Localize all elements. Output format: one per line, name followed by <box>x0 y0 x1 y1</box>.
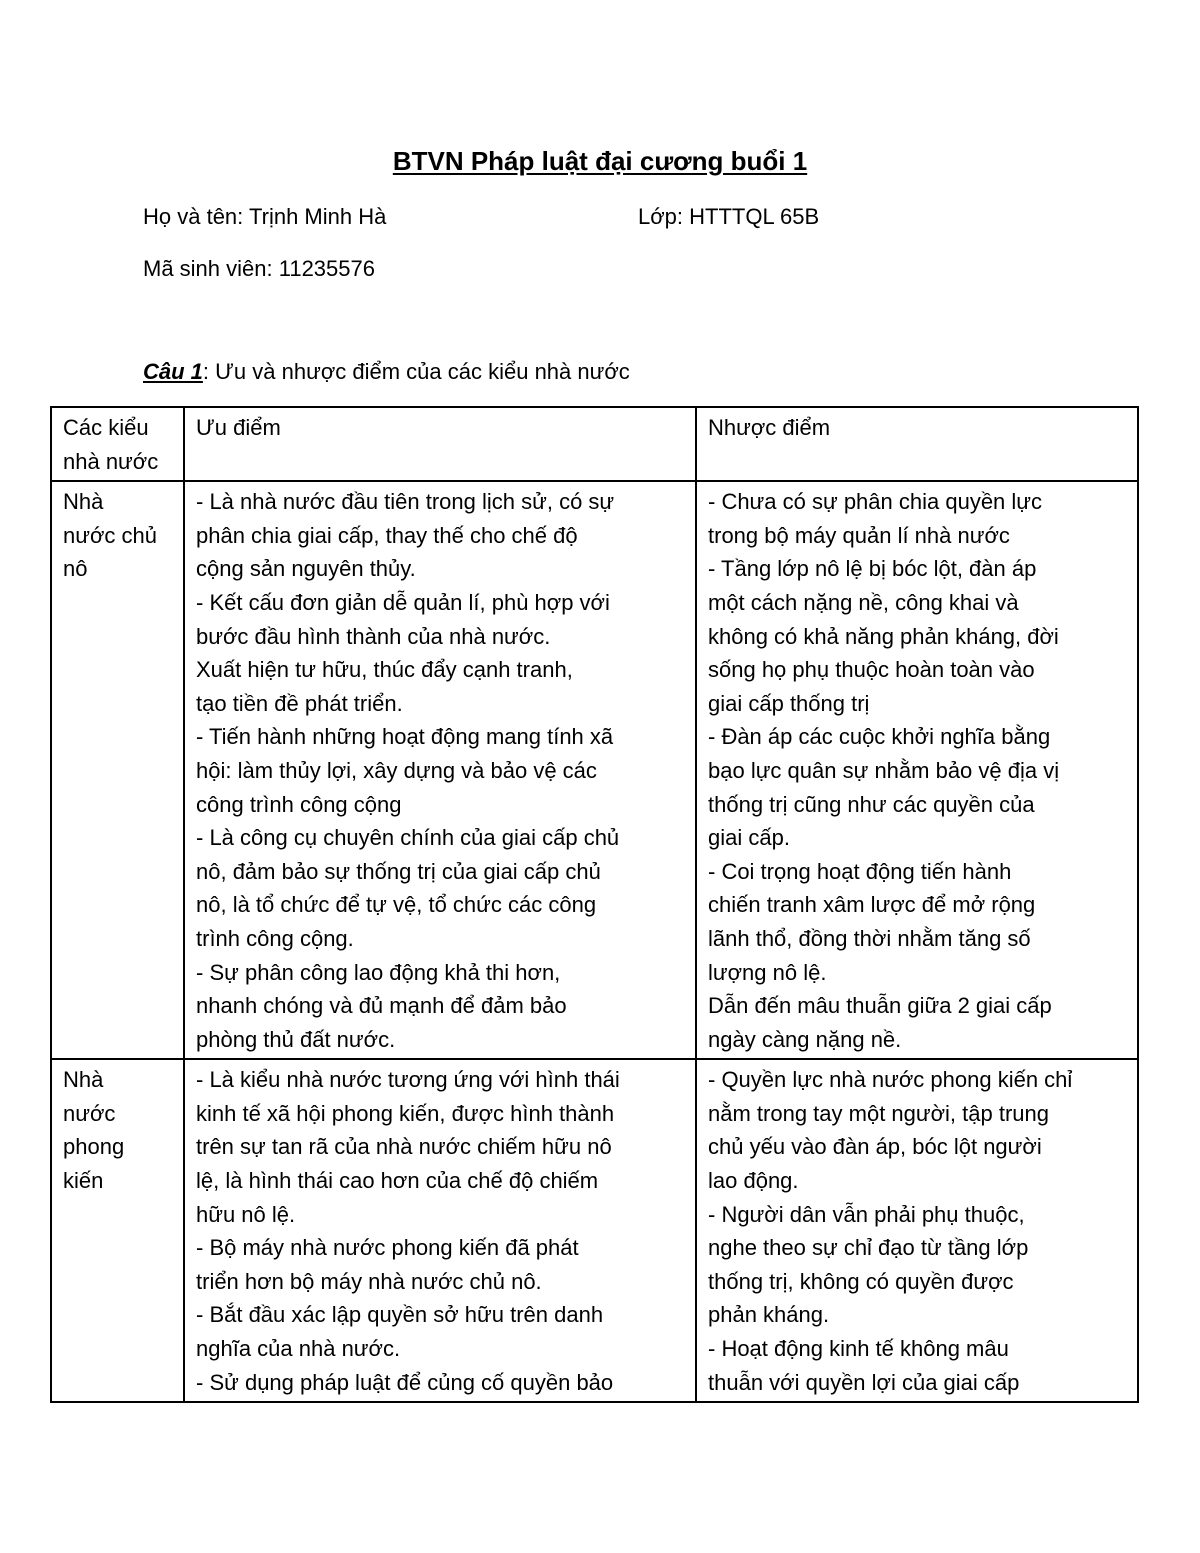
cell-text-line: thuẫn với quyền lợi của giai cấp <box>708 1369 1020 1395</box>
cell-text-line: giai cấp. <box>708 825 790 851</box>
cell-text-line: phong <box>63 1134 125 1160</box>
cell-text-line: không có khả năng phản kháng, đời <box>708 623 1059 649</box>
question-text: : Ưu và nhược điểm của các kiểu nhà nước <box>202 359 630 384</box>
cell-text-line: chiến tranh xâm lược để mở rộng <box>708 892 1036 918</box>
cell-text-line: bước đầu hình thành của nhà nước. <box>196 623 551 649</box>
cell-text-line: nô, đảm bảo sự thống trị của giai cấp chủ <box>196 858 601 884</box>
cell-text-line: trình công cộng. <box>196 925 354 951</box>
cell-text-line: tạo tiền đề phát triển. <box>196 690 403 716</box>
cell-text-line: nhanh chóng và đủ mạnh để đảm bảo <box>196 993 567 1019</box>
student-id: Mã sinh viên: 11235576 <box>143 256 375 281</box>
table-row <box>51 481 1138 1059</box>
comparison-table <box>50 406 1139 1403</box>
cell-text-line: phản kháng. <box>708 1302 830 1328</box>
cell-text-line: trên sự tan rã của nhà nước chiếm hữu nô <box>196 1134 612 1160</box>
header-disadvantages: Nhược điểm <box>696 407 1138 481</box>
cell-text-line: - Tiến hành những hoạt động mang tính xã <box>196 724 614 750</box>
cell-text-line: phân chia giai cấp, thay thế cho chế độ <box>196 522 578 548</box>
cell-text-line: phòng thủ đất nước. <box>196 1026 396 1052</box>
cell-text-line: Dẫn đến mâu thuẫn giữa 2 giai cấp <box>708 993 1052 1019</box>
cell-text-line: ngày càng nặng nề. <box>708 1026 902 1052</box>
cell-text-line: Xuất hiện tư hữu, thúc đẩy cạnh tranh, <box>196 657 573 683</box>
cell-text-line: - Kết cấu đơn giản dễ quản lí, phù hợp với <box>196 589 610 615</box>
header-type <box>51 407 184 481</box>
cell-text-line: - Bộ máy nhà nước phong kiến đã phát <box>196 1235 579 1261</box>
cell-disadvantages <box>696 481 1138 1059</box>
cell-text-line: hội: làm thủy lợi, xây dựng và bảo vệ các <box>196 757 597 783</box>
cell-text-line: nghĩa của nhà nước. <box>196 1336 401 1362</box>
table-header-row <box>51 407 1138 481</box>
question-label: Câu 1 <box>143 359 203 384</box>
cell-disadvantages <box>696 1059 1138 1402</box>
cell-text-line: nằm trong tay một người, tập trung <box>708 1100 1049 1126</box>
cell-text-line: - Bắt đầu xác lập quyền sở hữu trên danh <box>196 1302 604 1328</box>
header-advantages: Ưu điểm <box>184 407 696 481</box>
table-row <box>51 1059 1138 1402</box>
cell-text-line: trong bộ máy quản lí nhà nước <box>708 522 1010 548</box>
question-heading <box>143 357 630 387</box>
cell-text-line: - Tầng lớp nô lệ bị bóc lột, đàn áp <box>708 556 1037 582</box>
header-type-line: Các kiểu <box>63 415 149 440</box>
cell-text-line: - Sự phân công lao động khả thi hơn, <box>196 959 561 985</box>
cell-text-line: thống trị cũng như các quyền của <box>708 791 1035 817</box>
cell-text-line: - Hoạt động kinh tế không mâu <box>708 1336 1009 1362</box>
cell-text-line: nô <box>63 556 88 582</box>
cell-text-line: lượng nô lệ. <box>708 959 827 985</box>
cell-text-line: lãnh thổ, đồng thời nhằm tăng số <box>708 925 1031 951</box>
cell-text-line: hữu nô lệ. <box>196 1201 296 1227</box>
cell-text-line: nô, là tổ chức để tự vệ, tổ chức các công <box>196 892 597 918</box>
cell-text-line: lệ, là hình thái cao hơn của chế độ chiếm <box>196 1168 599 1194</box>
cell-text-line: nước <box>63 1100 116 1126</box>
cell-text-line: - Chưa có sự phân chia quyền lực <box>708 489 1043 515</box>
cell-text-line: - Là công cụ chuyên chính của giai cấp chủ <box>196 825 620 851</box>
cell-text-line: - Đàn áp các cuộc khởi nghĩa bằng <box>708 724 1051 750</box>
cell-text-line: một cách nặng nề, công khai và <box>708 589 1019 615</box>
cell-text-line: lao động. <box>708 1168 799 1194</box>
cell-text-line: - Coi trọng hoạt động tiến hành <box>708 858 1012 884</box>
cell-state-type <box>51 1059 184 1402</box>
cell-text-line: bạo lực quân sự nhằm bảo vệ địa vị <box>708 757 1060 783</box>
cell-text-line: chủ yếu vào đàn áp, bóc lột người <box>708 1134 1042 1160</box>
cell-text-line: - Người dân vẫn phải phụ thuộc, <box>708 1201 1025 1227</box>
student-name: Họ và tên: Trịnh Minh Hà <box>143 204 387 229</box>
cell-text-line: sống họ phụ thuộc hoàn toàn vào <box>708 657 1035 683</box>
cell-text-line: thống trị, không có quyền được <box>708 1268 1014 1294</box>
cell-text-line: công trình công cộng <box>196 791 402 817</box>
cell-text-line: - Quyền lực nhà nước phong kiến chỉ <box>708 1067 1073 1093</box>
cell-text-line: kinh tế xã hội phong kiến, được hình thành <box>196 1100 615 1126</box>
class-info: Lớp: HTTTQL 65B <box>638 204 820 229</box>
cell-text-line: nghe theo sự chỉ đạo từ tầng lớp <box>708 1235 1029 1261</box>
cell-text-line: Nhà <box>63 1067 104 1093</box>
cell-text-line: - Là kiểu nhà nước tương ứng với hình thái <box>196 1067 620 1093</box>
cell-text-line: cộng sản nguyên thủy. <box>196 556 416 582</box>
document-title: BTVN Pháp luật đại cương buổi 1 <box>392 146 808 176</box>
cell-advantages <box>184 1059 696 1402</box>
cell-text-line: Nhà <box>63 489 104 515</box>
cell-text-line: giai cấp thống trị <box>708 690 870 716</box>
cell-text-line: nước chủ <box>63 522 157 548</box>
cell-text-line: - Sử dụng pháp luật để củng cố quyền bảo <box>196 1369 614 1395</box>
cell-text-line: - Là nhà nước đầu tiên trong lịch sử, có sự <box>196 489 615 515</box>
header-type-line: nhà nước <box>63 448 159 474</box>
cell-text-line: kiến <box>63 1168 104 1194</box>
cell-state-type <box>51 481 184 1059</box>
cell-text-line: triển hơn bộ máy nhà nước chủ nô. <box>196 1268 542 1294</box>
cell-advantages <box>184 481 696 1059</box>
